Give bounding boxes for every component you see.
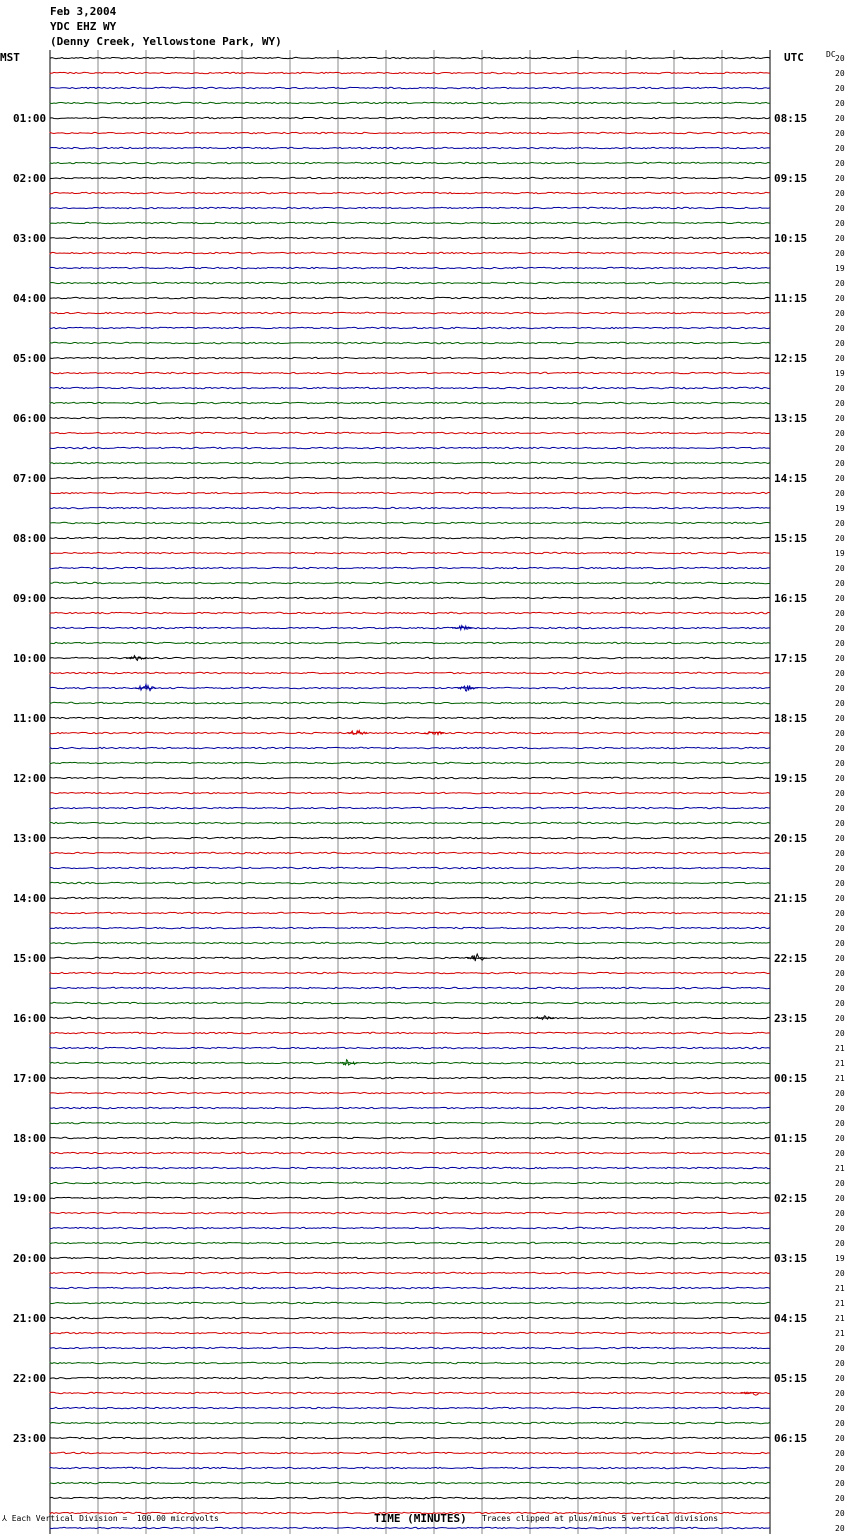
trace-row xyxy=(50,147,770,148)
left-hour-label: 01:00 xyxy=(13,112,47,125)
right-hour-label: 00:15 xyxy=(774,1072,808,1085)
dc-value: 21 xyxy=(835,1314,845,1323)
scale-icon: ⅄ xyxy=(2,1514,12,1523)
trace-row xyxy=(50,342,770,343)
trace-row xyxy=(50,972,770,973)
dc-value: 20 xyxy=(835,939,845,948)
trace-row xyxy=(50,1317,770,1318)
trace-row xyxy=(50,492,770,493)
trace-row xyxy=(50,1017,770,1018)
dc-label: DC xyxy=(826,50,836,59)
right-hour-label: 02:15 xyxy=(774,1192,808,1205)
dc-value: 20 xyxy=(835,309,845,318)
dc-value: 20 xyxy=(835,354,845,363)
dc-value: 20 xyxy=(835,594,845,603)
time-grid xyxy=(50,50,770,1534)
dc-value: 20 xyxy=(835,84,845,93)
trace-row xyxy=(50,117,770,118)
left-hour-label: 15:00 xyxy=(13,952,47,965)
trace-row xyxy=(50,1347,770,1348)
dc-value: 20 xyxy=(835,954,845,963)
event-waveform xyxy=(467,954,487,961)
trace-row xyxy=(50,702,770,703)
trace-row xyxy=(50,642,770,643)
left-hour-label: 05:00 xyxy=(13,352,47,365)
trace-row xyxy=(50,672,770,673)
left-hour-label: 10:00 xyxy=(13,652,47,665)
dc-value: 20 xyxy=(835,699,845,708)
trace-row xyxy=(50,1482,770,1483)
event-waveform xyxy=(338,1060,358,1065)
left-hour-label: 07:00 xyxy=(13,472,47,485)
dc-value: 20 xyxy=(835,129,845,138)
dc-value: 20 xyxy=(835,1149,845,1158)
trace-row xyxy=(50,1422,770,1423)
dc-value: 20 xyxy=(835,1269,845,1278)
trace-row xyxy=(50,537,770,538)
dc-value: 19 xyxy=(835,264,845,273)
dc-value: 21 xyxy=(835,1329,845,1338)
trace-row xyxy=(50,777,770,778)
scale-footnote xyxy=(2,1514,219,1523)
right-hour-label: 11:15 xyxy=(774,292,808,305)
dc-value: 20 xyxy=(835,174,845,183)
dc-value: 20 xyxy=(835,789,845,798)
dc-value: 20 xyxy=(835,189,845,198)
x-axis-label: TIME (MINUTES) xyxy=(374,1512,467,1525)
dc-value: 20 xyxy=(835,429,845,438)
dc-value: 20 xyxy=(835,1239,845,1248)
dc-value: 20 xyxy=(835,474,845,483)
dc-value: 20 xyxy=(835,999,845,1008)
dc-value: 20 xyxy=(835,774,845,783)
trace-row xyxy=(50,1527,770,1528)
trace-row xyxy=(50,507,770,508)
dc-value: 20 xyxy=(835,714,845,723)
dc-value: 20 xyxy=(835,54,845,63)
trace-row xyxy=(50,822,770,823)
trace-row xyxy=(50,102,770,103)
dc-value: 20 xyxy=(835,819,845,828)
trace-row xyxy=(50,177,770,178)
trace-row xyxy=(50,807,770,808)
trace-row xyxy=(50,1437,770,1438)
trace-row xyxy=(50,1497,770,1498)
trace-row xyxy=(50,57,770,58)
trace-row xyxy=(50,222,770,223)
dc-value: 21 xyxy=(835,1059,845,1068)
right-hour-label: 16:15 xyxy=(774,592,808,605)
trace-row xyxy=(50,1392,770,1393)
dc-value: 20 xyxy=(835,669,845,678)
trace-row xyxy=(50,792,770,793)
trace-row xyxy=(50,1062,770,1063)
dc-value: 21 xyxy=(835,1284,845,1293)
dc-value: 20 xyxy=(835,384,845,393)
dc-value: 20 xyxy=(835,339,845,348)
trace-row xyxy=(50,912,770,913)
dc-value: 20 xyxy=(835,1029,845,1038)
dc-value: 20 xyxy=(835,969,845,978)
dc-value: 20 xyxy=(835,879,845,888)
right-hour-label: 22:15 xyxy=(774,952,808,965)
dc-value: 20 xyxy=(835,1509,845,1518)
trace-row xyxy=(50,387,770,388)
trace-row xyxy=(50,1362,770,1363)
location-label: (Denny Creek, Yellowstone Park, WY) xyxy=(50,35,282,48)
trace-row xyxy=(50,1257,770,1258)
trace-row xyxy=(50,612,770,613)
dc-value: 20 xyxy=(835,579,845,588)
trace-row xyxy=(50,1227,770,1228)
trace-row xyxy=(50,717,770,718)
dc-value: 20 xyxy=(835,1209,845,1218)
right-hour-label: 12:15 xyxy=(774,352,808,365)
dc-value: 20 xyxy=(835,1449,845,1458)
right-hour-label: 15:15 xyxy=(774,532,808,545)
left-hour-label: 19:00 xyxy=(13,1192,47,1205)
left-timezone-label: MST xyxy=(0,51,20,64)
dc-value: 20 xyxy=(835,399,845,408)
trace-row xyxy=(50,1182,770,1183)
trace-row xyxy=(50,1452,770,1453)
dc-value: 20 xyxy=(835,99,845,108)
trace-row xyxy=(50,372,770,373)
dc-value: 20 xyxy=(835,69,845,78)
dc-value: 20 xyxy=(835,744,845,753)
right-hour-label: 10:15 xyxy=(774,232,808,245)
dc-value: 20 xyxy=(835,1224,845,1233)
trace-row xyxy=(50,957,770,958)
dc-value: 20 xyxy=(835,534,845,543)
trace-row xyxy=(50,1197,770,1198)
trace-row xyxy=(50,552,770,553)
trace-row xyxy=(50,72,770,73)
dc-value: 20 xyxy=(835,294,845,303)
trace-row xyxy=(50,1122,770,1123)
trace-row xyxy=(50,1272,770,1273)
right-hour-label: 21:15 xyxy=(774,892,808,905)
trace-row xyxy=(50,1047,770,1048)
dc-value: 20 xyxy=(835,324,845,333)
dc-value: 20 xyxy=(835,1464,845,1473)
dc-value: 20 xyxy=(835,1194,845,1203)
right-hour-label: 14:15 xyxy=(774,472,808,485)
dc-value: 21 xyxy=(835,1044,845,1053)
dc-value: 20 xyxy=(835,1179,845,1188)
dc-value: 20 xyxy=(835,414,845,423)
right-hour-label: 08:15 xyxy=(774,112,808,125)
trace-row xyxy=(50,1212,770,1213)
dc-value: 19 xyxy=(835,1254,845,1263)
trace-row xyxy=(50,732,770,733)
trace-row xyxy=(50,417,770,418)
dc-value: 20 xyxy=(835,1104,845,1113)
left-hour-label: 09:00 xyxy=(13,592,47,605)
dc-value: 20 xyxy=(835,1119,845,1128)
right-hour-label: 06:15 xyxy=(774,1432,808,1445)
right-timezone-label: UTC xyxy=(784,51,804,64)
left-hour-label: 12:00 xyxy=(13,772,47,785)
trace-row xyxy=(50,1242,770,1243)
dc-value: 20 xyxy=(835,234,845,243)
trace-row xyxy=(50,882,770,883)
trace-row xyxy=(50,747,770,748)
trace-row xyxy=(50,1092,770,1093)
right-hour-label: 20:15 xyxy=(774,832,808,845)
dc-value: 20 xyxy=(835,654,845,663)
dc-value: 20 xyxy=(835,804,845,813)
dc-value: 20 xyxy=(835,1389,845,1398)
left-hour-label: 20:00 xyxy=(13,1252,47,1265)
right-hour-label: 03:15 xyxy=(774,1252,808,1265)
left-hour-label: 04:00 xyxy=(13,292,47,305)
trace-row xyxy=(50,1332,770,1333)
dc-value: 20 xyxy=(835,114,845,123)
traces xyxy=(50,57,770,1534)
dc-value: 20 xyxy=(835,489,845,498)
trace-row xyxy=(50,192,770,193)
dc-value: 20 xyxy=(835,834,845,843)
trace-row xyxy=(50,837,770,838)
dc-value: 20 xyxy=(835,1524,845,1533)
left-hour-label: 06:00 xyxy=(13,412,47,425)
left-hour-label: 17:00 xyxy=(13,1072,47,1085)
trace-row xyxy=(50,402,770,403)
dc-value: 19 xyxy=(835,369,845,378)
dc-value: 20 xyxy=(835,864,845,873)
trace-row xyxy=(50,1167,770,1168)
dc-value: 20 xyxy=(835,894,845,903)
left-hour-label: 23:00 xyxy=(13,1432,47,1445)
dc-value: 20 xyxy=(835,519,845,528)
trace-row xyxy=(50,1467,770,1468)
dc-value: 20 xyxy=(835,279,845,288)
trace-row xyxy=(50,762,770,763)
trace-row xyxy=(50,87,770,88)
dc-value: 20 xyxy=(835,1359,845,1368)
dc-value: 20 xyxy=(835,1134,845,1143)
trace-row xyxy=(50,567,770,568)
dc-value: 20 xyxy=(835,204,845,213)
left-hour-label: 08:00 xyxy=(13,532,47,545)
right-hour-label: 23:15 xyxy=(774,1012,808,1025)
dc-value: 20 xyxy=(835,444,845,453)
dc-value: 19 xyxy=(835,504,845,513)
dc-value: 20 xyxy=(835,984,845,993)
dc-value: 19 xyxy=(835,549,845,558)
dc-value: 20 xyxy=(835,1479,845,1488)
left-hour-label: 16:00 xyxy=(13,1012,47,1025)
dc-value: 20 xyxy=(835,729,845,738)
dc-value: 21 xyxy=(835,1299,845,1308)
trace-row xyxy=(50,987,770,988)
dc-value: 20 xyxy=(835,1434,845,1443)
trace-row xyxy=(50,687,770,688)
dc-value: 20 xyxy=(835,1014,845,1023)
trace-row xyxy=(50,252,770,253)
trace-row xyxy=(50,627,770,628)
dc-value: 20 xyxy=(835,249,845,258)
dc-value: 21 xyxy=(835,1164,845,1173)
dc-value: 20 xyxy=(835,909,845,918)
trace-row xyxy=(50,657,770,658)
right-hour-label: 17:15 xyxy=(774,652,808,665)
right-hour-label: 05:15 xyxy=(774,1372,808,1385)
trace-row xyxy=(50,897,770,898)
right-hour-label: 18:15 xyxy=(774,712,808,725)
trace-row xyxy=(50,357,770,358)
dc-value: 20 xyxy=(835,564,845,573)
trace-row xyxy=(50,462,770,463)
dc-value: 20 xyxy=(835,1344,845,1353)
dc-value: 20 xyxy=(835,459,845,468)
trace-row xyxy=(50,297,770,298)
dc-value: 20 xyxy=(835,144,845,153)
trace-row xyxy=(50,267,770,268)
trace-row xyxy=(50,522,770,523)
trace-row xyxy=(50,447,770,448)
dc-value: 20 xyxy=(835,624,845,633)
scale-text: Each Vertical Division = 100.00 microvolts xyxy=(11,1514,219,1523)
trace-row xyxy=(50,1407,770,1408)
right-hour-label: 13:15 xyxy=(774,412,808,425)
left-hour-label: 11:00 xyxy=(13,712,47,725)
trace-row xyxy=(50,852,770,853)
dc-value: 21 xyxy=(835,1074,845,1083)
left-hour-label: 13:00 xyxy=(13,832,47,845)
trace-row xyxy=(50,1032,770,1033)
right-hour-label: 19:15 xyxy=(774,772,808,785)
trace-row xyxy=(50,282,770,283)
trace-row xyxy=(50,132,770,133)
station-label: YDC EHZ WY xyxy=(50,20,117,33)
trace-row xyxy=(50,867,770,868)
left-hour-label: 18:00 xyxy=(13,1132,47,1145)
left-hour-label: 22:00 xyxy=(13,1372,47,1385)
trace-row xyxy=(50,327,770,328)
date-label: Feb 3,2004 xyxy=(50,5,117,18)
dc-value: 20 xyxy=(835,684,845,693)
left-hour-label: 02:00 xyxy=(13,172,47,185)
trace-row xyxy=(50,1377,770,1378)
dc-value: 20 xyxy=(835,1089,845,1098)
dc-value: 20 xyxy=(835,1494,845,1503)
right-hour-label: 01:15 xyxy=(774,1132,808,1145)
trace-row xyxy=(50,237,770,238)
trace-row xyxy=(50,597,770,598)
trace-row xyxy=(50,942,770,943)
dc-value: 20 xyxy=(835,1419,845,1428)
right-hour-label: 04:15 xyxy=(774,1312,808,1325)
dc-value: 20 xyxy=(835,849,845,858)
dc-value: 20 xyxy=(835,1404,845,1413)
dc-value: 20 xyxy=(835,609,845,618)
dc-value: 20 xyxy=(835,759,845,768)
trace-row xyxy=(50,927,770,928)
dc-value: 20 xyxy=(835,639,845,648)
left-hour-label: 14:00 xyxy=(13,892,47,905)
trace-row xyxy=(50,1152,770,1153)
right-hour-label: 09:15 xyxy=(774,172,808,185)
dc-value: 20 xyxy=(835,924,845,933)
left-hour-label: 03:00 xyxy=(13,232,47,245)
trace-row xyxy=(50,477,770,478)
trace-row xyxy=(50,1107,770,1108)
trace-row xyxy=(50,1137,770,1138)
clip-footnote: Traces clipped at plus/minus 5 vertical divisions xyxy=(482,1514,719,1523)
trace-row xyxy=(50,312,770,313)
dc-value: 20 xyxy=(835,159,845,168)
trace-row xyxy=(50,1077,770,1078)
left-hour-label: 21:00 xyxy=(13,1312,47,1325)
trace-row xyxy=(50,1002,770,1003)
trace-row xyxy=(50,207,770,208)
trace-row xyxy=(50,162,770,163)
dc-value: 20 xyxy=(835,1374,845,1383)
trace-row xyxy=(50,1302,770,1303)
trace-row xyxy=(50,432,770,433)
trace-row xyxy=(50,1287,770,1288)
trace-row xyxy=(50,582,770,583)
event-waveform xyxy=(458,686,478,692)
time-labels xyxy=(13,54,845,1534)
dc-value: 20 xyxy=(835,219,845,228)
